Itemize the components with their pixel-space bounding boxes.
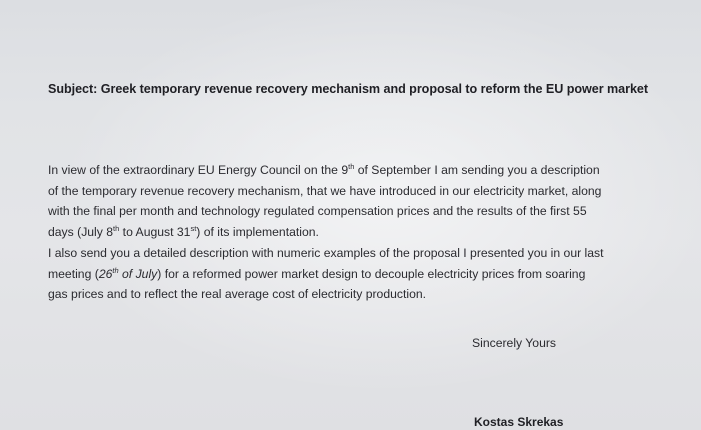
letter-subject: Subject: Greek temporary revenue recovery mechanism and proposal to reform the EU power market xyxy=(48,82,649,96)
meeting-date-day: 26 xyxy=(98,266,113,281)
paragraph-energy-council xyxy=(48,160,654,242)
ordinal-suffix: th xyxy=(113,223,120,233)
paragraph-line xyxy=(48,264,654,285)
text-run: to August 31 xyxy=(119,224,191,239)
paragraph-line: I also send you a detailed description with numeric examples of the proposal I presented you in our last xyxy=(48,246,604,260)
ordinal-suffix: th xyxy=(348,162,355,171)
paragraph-line: with the final per month and technology regulated compensation prices and the results of the first 55 xyxy=(48,204,587,219)
paragraph-line: gas prices and to reflect the real average cost of electricity production. xyxy=(48,287,427,302)
text-run: meeting ( xyxy=(48,266,99,281)
meeting-date-month: of July xyxy=(118,266,158,281)
text-run: In view of the extraordinary EU Energy Council on the 9 xyxy=(48,163,349,177)
text-run: of September I am sending you a description xyxy=(354,163,600,177)
paragraph-market-proposal xyxy=(48,243,654,305)
ordinal-suffix: th xyxy=(112,265,119,275)
text-run: ) for a reformed power market design to decouple electricity prices from soaring xyxy=(157,266,586,281)
text-run: days (July 8 xyxy=(48,224,114,239)
text-run: ) of its implementation. xyxy=(196,224,319,239)
paragraph-line xyxy=(48,160,654,181)
signer-name: Kostas Skrekas xyxy=(474,415,564,429)
paragraph-line xyxy=(48,222,654,243)
paragraph-line: of the temporary revenue recovery mechanism, that we have introduced in our electricity market, along xyxy=(48,183,602,198)
letter-closing: Sincerely Yours xyxy=(472,336,557,350)
ordinal-suffix: st xyxy=(190,223,197,233)
